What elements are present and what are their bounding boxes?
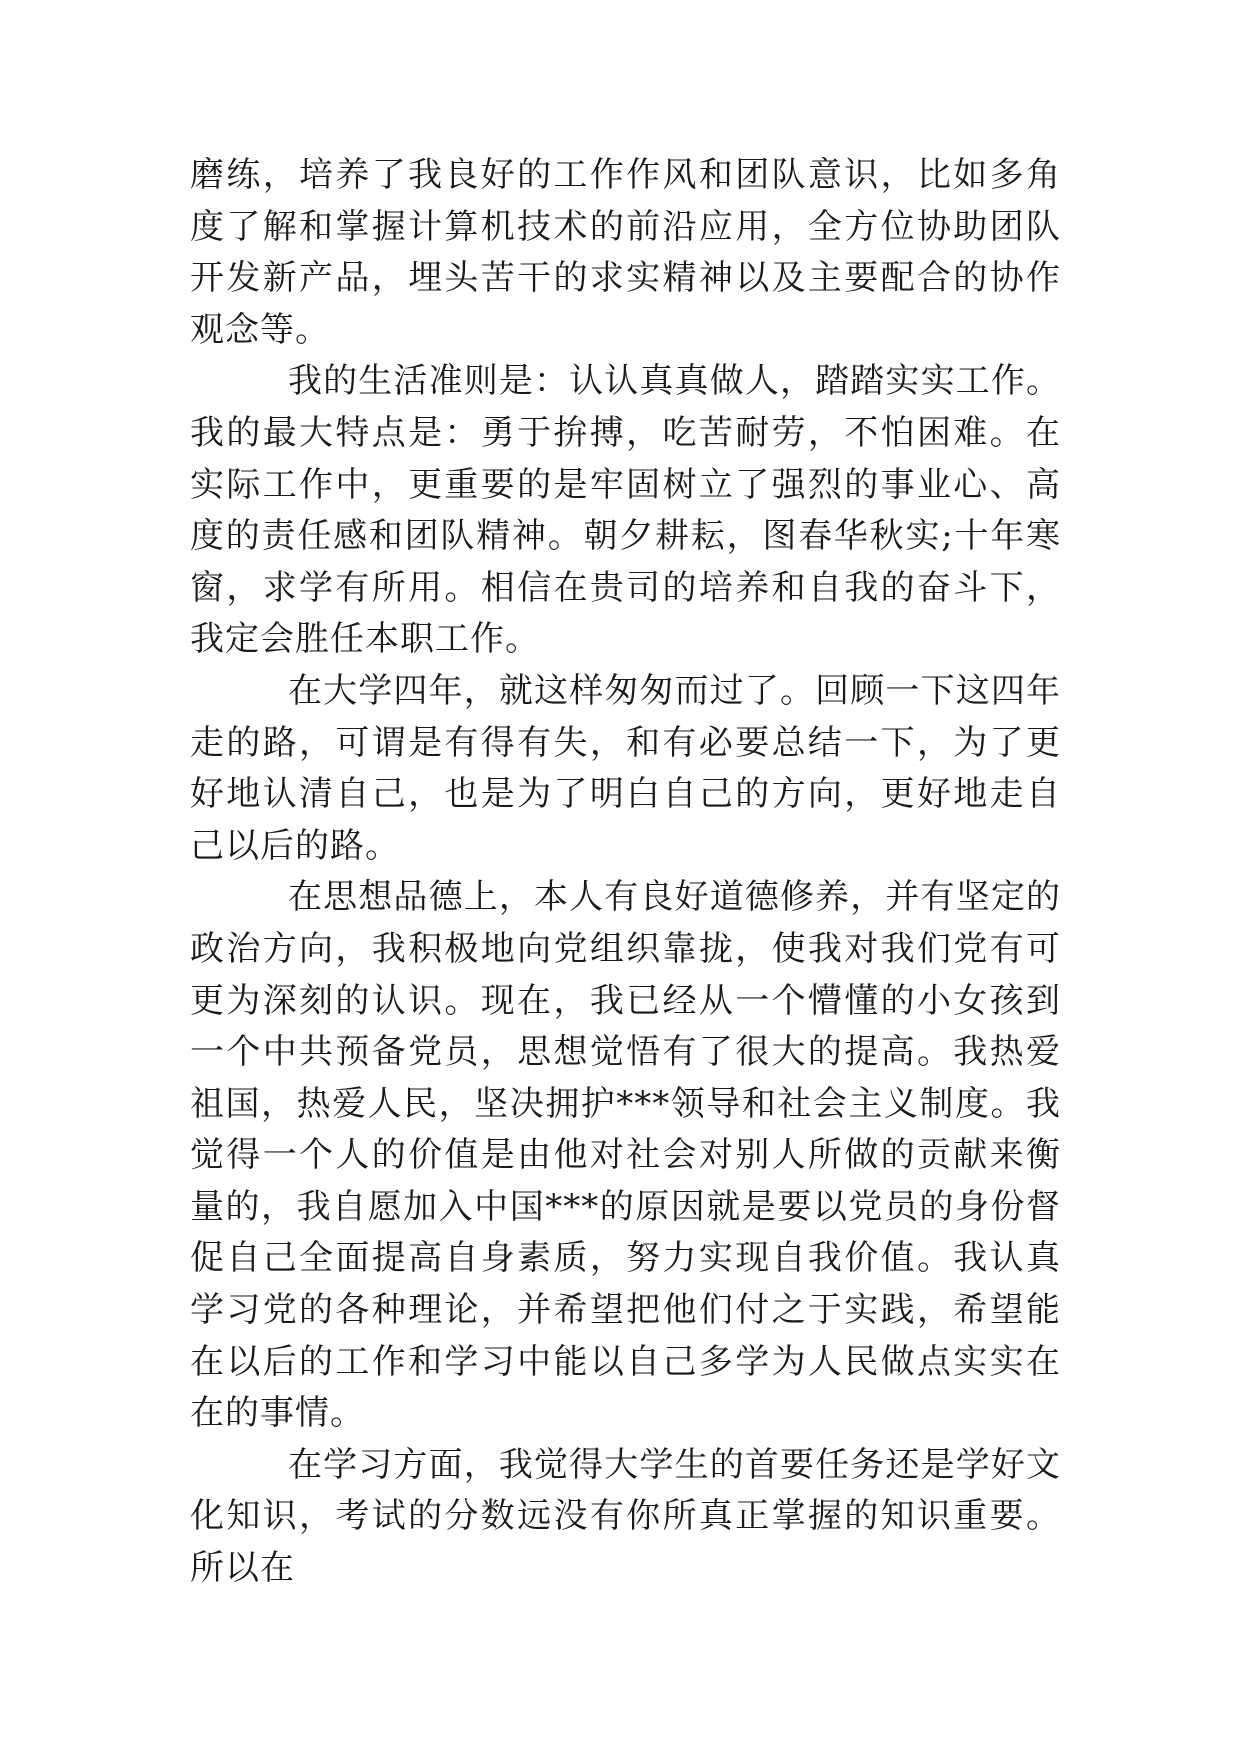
- document-body: [190, 150, 1061, 1595]
- paragraph-2: 我的生活准则是：认认真真做人，踏踏实实工作。我的最大特点是：勇于拚搏，吃苦耐劳，不怕困难。在实际工作中，更重要的是牢固树立了强烈的事业心、高度的责任感和团队精神。朝夕耕耘，图春华秋实;十年寒窗，求学有所用。相信在贵司的培养和自我的奋斗下，我定会胜任本职工作。: [190, 361, 1061, 660]
- paragraph-3: 在大学四年，就这样匆匆而过了。回顾一下这四年走的路，可谓是有得有失，和有必要总结一下，为了更好地认清自己，也是为了明白自己的方向，更好地走自己以后的路。: [190, 670, 1061, 866]
- paragraph-5: 在学习方面，我觉得大学生的首要任务还是学好文化知识，考试的分数远没有你所真正掌握的知识重要。所以在: [190, 1444, 1061, 1589]
- paragraph-1: 磨练，培养了我良好的工作作风和团队意识，比如多角度了解和掌握计算机技术的前沿应用，全方位协助团队开发新产品，埋头苦干的求实精神以及主要配合的协作观念等。: [190, 155, 1061, 350]
- paragraph-4: 在思想品德上，本人有良好道德修养，并有坚定的政治方向，我积极地向党组织靠拢，使我对我们党有可更为深刻的认识。现在，我已经从一个懵懂的小女孩到一个中共预备党员，思想觉悟有了很大的提高。我热爱祖国，热爱人民，坚决拥护***领导和社会主义制度。我觉得一个人的价值是由他对社会对别人所做的贡献来衡量的，我自愿加入中国***的原因就是要以党员的身份督促自己全面提高自身素质，努力实现自我价值。我认真学习党的各种理论，并希望把他们付之于实践，希望能在以后的工作和学习中能以自己多学为人民做点实实在在的事情。: [190, 877, 1061, 1434]
